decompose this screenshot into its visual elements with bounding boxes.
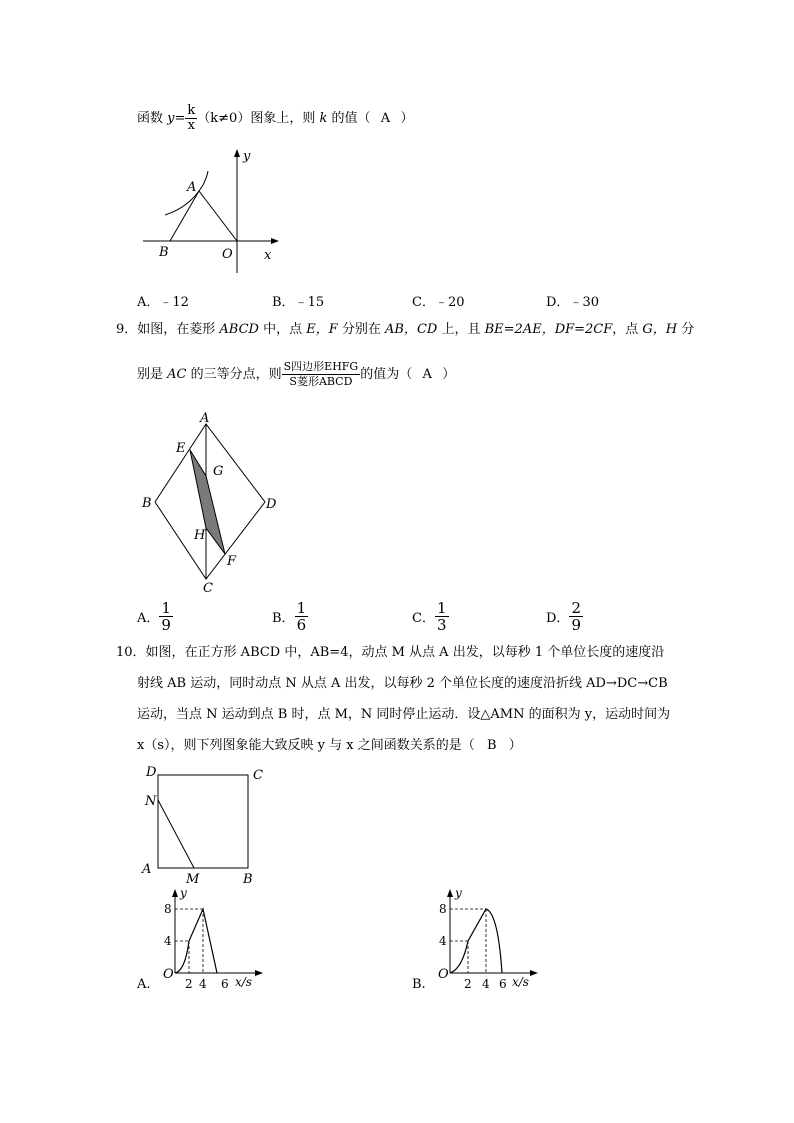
q10-answer: B [486,738,497,753]
q8-triangle [170,191,237,241]
q9-label-F: F [227,554,237,569]
q10-label-D: D [146,765,157,780]
q9-area-ratio [282,360,361,389]
q10-segment-mn [158,800,194,868]
q8-option-d: D．﹣30 [546,295,599,310]
q10-graph-a-x-arrow [255,970,263,976]
q8-label-B: B [159,245,169,260]
q10-graph-b-xtick-2: 2 [464,977,472,991]
q8-yeq: y= [167,111,186,126]
q8-k-over-x [185,104,197,133]
q10-label-C: C [253,768,263,783]
q9-label-C: C [203,581,213,596]
q9-option-d: D． $\frac{2}{9}$ [546,599,581,634]
q9-option-b: B． $\frac{1}{6}$ [272,599,307,634]
q9-label-D: D [266,497,277,512]
q10-label-A: A [142,862,152,877]
q8-answer: A [380,111,391,126]
q9-answer: A [422,367,432,382]
q10-graph-b [410,885,545,995]
q10-graph-a-option: A. [137,977,151,992]
q8-x: x [187,118,195,133]
q8-cond: （k≠0） [197,111,251,126]
q9-line2: 别是 AC 的三等分点，则 $\frac{\text{S四边形EHFG}}{\text{S菱形ABCD}}$ 的值为（ A ） [137,360,456,388]
q8-option-a: A．﹣12 [137,295,189,310]
q10-line3: 运动，当点 N 运动到点 B 时，点 M，N 同时停止运动．设△AMN 的面积为 y，运动时间为 [137,707,671,722]
q9-label-G: G [213,464,224,479]
q10-graph-b-xtick-6: 6 [499,977,507,991]
q10-graph-a [135,885,270,995]
q9-option-c: C． $\frac{1}{3}$ [412,599,447,634]
q10-graph-a-y-arrow [172,889,178,897]
q8-rest: 图象上，则 [250,111,320,126]
q10-graph-a-xlabel: x/s [235,975,252,989]
q8-k: k [187,103,196,118]
q10-graph-b-x-arrow [530,970,538,976]
q10-graph-a-ytick-4: 4 [164,934,172,948]
q10-label-M: M [186,872,200,887]
q10-graph-a-xtick-2: 2 [185,977,193,991]
q9-frac-num: S四边形EHFG [283,360,359,373]
q8-label-A: A [187,180,197,195]
q9-line1: 9．如图，在菱形 ABCD 中，点 E，F 分别在 AB，CD 上，且 BE=2AE，DF=2CF，点 G，H 分 [116,322,695,337]
q8-label-y: y [243,149,251,164]
q8-x-arrow [271,238,279,244]
q10-square [158,775,248,868]
q10-label-N: N [145,794,157,809]
q8-label-O: O [222,247,233,262]
q9-figure [138,408,283,596]
q9-frac-den: S菱形ABCD [289,375,353,388]
q10-label-B: B [243,872,253,887]
q8-y-arrow [234,149,240,157]
q9-label-E: E [176,441,186,456]
q10-graph-a-xtick-4: 4 [199,977,207,991]
q8-option-c: C．﹣20 [412,295,465,310]
q10-graph-b-y-arrow [447,889,453,897]
q9-label-B: B [142,496,152,511]
q10-square-figure [140,760,270,888]
q10-graph-b-ylabel: y [455,886,462,900]
q8-kvar: k [319,111,328,126]
q10-graph-b-xlabel: x/s [512,975,529,989]
q10-line2: 射线 AB 运动，同时动点 N 从点 A 出发，以每秒 2 个单位长度的速度沿折线 AD→DC→CB [137,676,668,691]
q10-graph-b-origin: O [438,967,449,982]
q10-graph-b-xtick-4: 4 [482,977,490,991]
q10-line4: x（s），则下列图象能大致反映 y 与 x 之间函数关系的是（ B ） [137,736,522,756]
q10-graph-a-ylabel: y [180,886,187,900]
q10-graph-b-ytick-4: 4 [439,934,447,948]
q8-option-b: B．﹣15 [272,295,325,310]
q10-graph-b-ytick-8: 8 [439,902,447,916]
q10-graph-b-option: B. [412,977,426,992]
q10-line1: 10．如图，在正方形 ABCD 中，AB=4，动点 M 从点 A 出发，以每秒 1 个单位长度的速度沿 [116,645,665,660]
q10-graph-a-ytick-8: 8 [164,902,172,916]
q8-label-x: x [264,248,272,263]
q9-label-H: H [194,528,206,543]
q8-figure [135,145,285,275]
q8-prefix: 函数 [137,111,168,126]
q9-label-A: A [200,411,210,426]
q8-tail: 的值（ [327,111,371,126]
q8-close: ） [400,111,414,126]
q8-line [137,104,414,133]
q9-option-a: A． $\frac{1}{9}$ [137,599,171,634]
q10-graph-a-origin: O [163,967,174,982]
q10-graph-a-xtick-6: 6 [221,977,229,991]
